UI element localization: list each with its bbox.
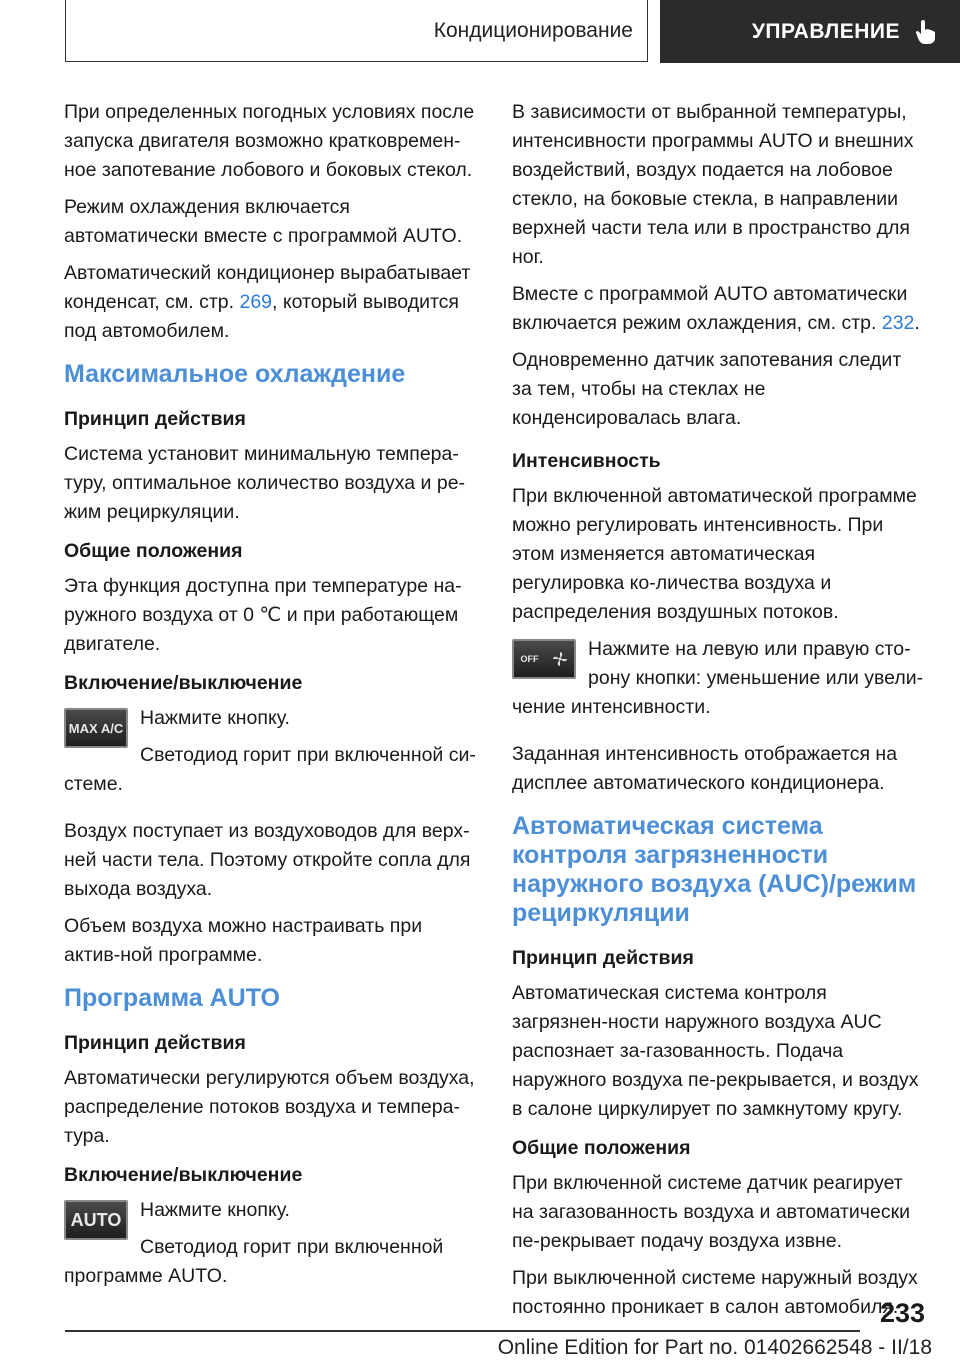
paragraph: Нажмите на левую или правую сто-рону кнопки: уменьшение или увели-чение интенсивности. xyxy=(512,638,924,718)
paragraph: Объем воздуха можно настраивать при актив-ной программе. xyxy=(64,915,423,966)
page-link[interactable]: 232 xyxy=(881,312,915,334)
paragraph: Заданная интенсивность отображается на дисплее автоматического кондиционера. xyxy=(512,743,898,794)
paragraph: При включенной системе датчик реагирует на загазованность воздуха и автоматически пе-рекрывает подачу воздуха извне. xyxy=(512,1172,910,1252)
subheading: Общие положения xyxy=(64,540,243,562)
auto-button-image: AUTO xyxy=(64,1200,128,1240)
button-instruction xyxy=(512,635,926,730)
subheading: Принцип действия xyxy=(512,947,694,969)
paragraph: Автоматический кондиционер вырабатывает конденсат, см. стр. 269, который выводится под автомобилем. xyxy=(64,262,471,342)
paragraph: Нажмите кнопку. xyxy=(140,1199,290,1221)
section-heading: Автоматическая система контроля загрязненности наружного воздуха (AUC)/режим рециркуляции xyxy=(512,812,917,927)
button-instruction xyxy=(64,704,482,807)
fan-intensity-button-image xyxy=(512,639,576,679)
paragraph: Светодиод горит при включенной си-стеме. xyxy=(64,744,476,795)
max-ac-button-image: MAX A/C xyxy=(64,708,128,748)
right-column xyxy=(512,98,926,1330)
paragraph: Эта функция доступна при температуре на-ружного воздуха от 0 ℃ и при работающем двигателе. xyxy=(64,575,462,655)
paragraph: Нажмите кнопку. xyxy=(140,707,290,729)
edition-note: Online Edition for Part no. 01402662548 - II/18 xyxy=(497,1336,932,1359)
fan-icon xyxy=(552,651,568,667)
paragraph: При включенной автоматической программе можно регулировать интенсивность. При этом изменяется автоматическая регулировка ко-личества воздуха и распределения воздушных потоков. xyxy=(512,485,917,623)
hand-pointer-icon xyxy=(914,18,940,46)
paragraph: Автоматическая система контроля загрязнен-ности наружного воздуха AUC распознает за-газованность. Подача наружного воздуха пе-рекрывается, и воздух в салоне циркулирует по замкнутому кругу. xyxy=(512,982,919,1120)
off-label: OFF xyxy=(520,653,539,664)
chapter-title: УПРАВЛЕНИЕ xyxy=(751,19,900,43)
page-number: 233 xyxy=(880,1298,926,1328)
page-header xyxy=(65,0,960,64)
paragraph: Вместе с программой AUTO автоматически включается режим охлаждения, см. стр. 232. xyxy=(512,283,920,334)
paragraph: Режим охлаждения включается автоматически вместе с программой AUTO. xyxy=(64,196,463,247)
paragraph: При выключенной системе наружный воздух постоянно проникает в салон автомобиля. xyxy=(512,1267,918,1318)
left-column xyxy=(64,98,482,1299)
paragraph: Система установит минимальную темпера-туру, оптимальное количество воздуха и ре-жим рециркуляции. xyxy=(64,443,466,523)
footer-divider xyxy=(65,1330,860,1332)
section-heading: Программа AUTO xyxy=(64,984,280,1012)
paragraph: Одновременно датчик запотевания следит за тем, чтобы на стеклах не конденсировалась влага. xyxy=(512,349,902,429)
paragraph: Воздух поступает из воздуховодов для верх-ней части тела. Поэтому откройте сопла для выхода воздуха. xyxy=(64,820,471,900)
paragraph: Светодиод горит при включенной программе AUTO. xyxy=(64,1236,444,1287)
chapter-tab xyxy=(660,0,960,63)
subheading: Принцип действия xyxy=(64,408,246,430)
paragraph: Автоматически регулируются объем воздуха, распределение потоков воздуха и темпера-тура. xyxy=(64,1067,475,1147)
page-link[interactable]: 269 xyxy=(239,291,273,313)
subheading: Включение/выключение xyxy=(64,1164,303,1186)
subheading: Общие положения xyxy=(512,1137,691,1159)
subheading: Принцип действия xyxy=(64,1032,246,1054)
button-instruction xyxy=(64,1196,482,1299)
section-heading: Максимальное охлаждение xyxy=(64,360,406,388)
subheading: Включение/выключение xyxy=(64,672,303,694)
paragraph: В зависимости от выбранной температуры, интенсивности программы AUTO и внешних воздействий, воздух подается на лобовое стекло, на боковые стекла, в направлении верхней части тела или в пространство для ног. xyxy=(512,101,914,268)
paragraph: При определенных погодных условиях после запуска двигателя возможно кратковремен-ное запотевание лобового и боковых стекол. xyxy=(64,101,475,181)
subheading: Интенсивность xyxy=(512,450,661,472)
section-title: Кондиционирование xyxy=(65,0,648,62)
